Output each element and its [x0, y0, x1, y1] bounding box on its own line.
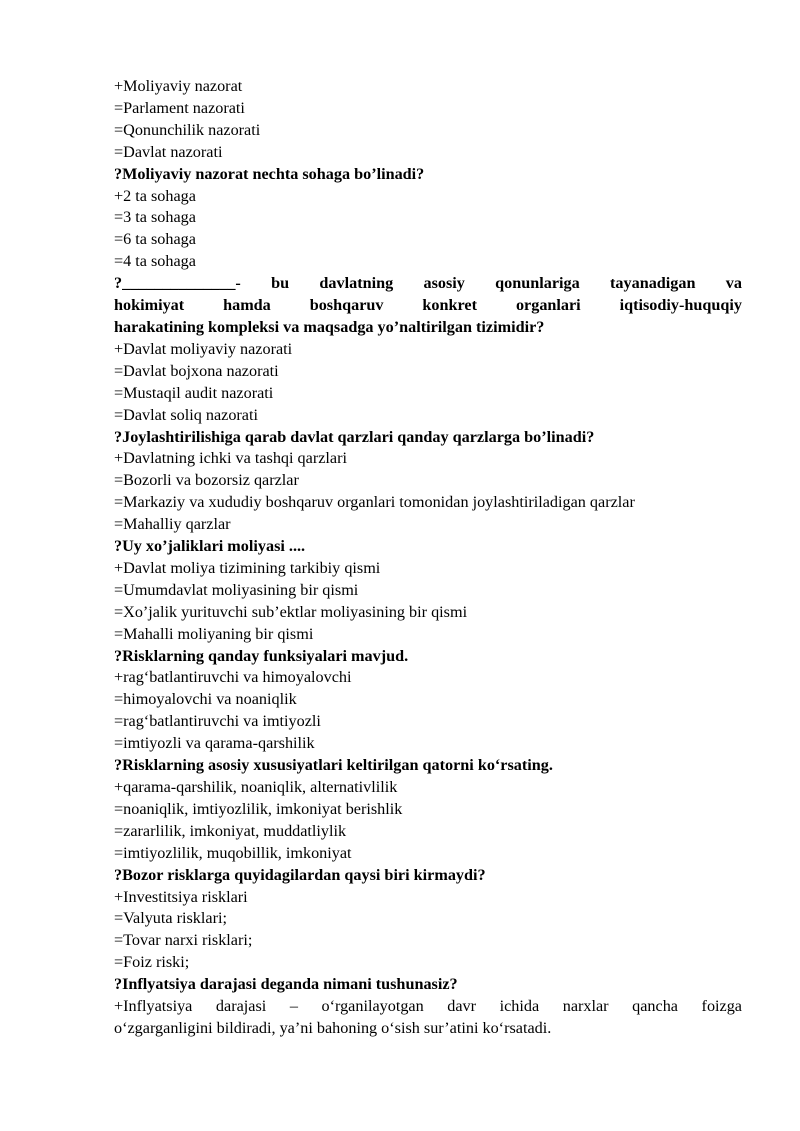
answer-correct: +rag‘batlantiruvchi va himoyalovchi — [114, 668, 352, 687]
answer-option: =Parlament nazorati — [114, 98, 245, 117]
answer-correct: +Investitsiya risklari — [114, 887, 248, 906]
answer-correct: +qarama-qarshilik, noaniqlik, alternativlilik — [114, 778, 398, 796]
question: ?Moliyaviy nazorat nechta sohaga bo’linadi? — [114, 164, 425, 183]
answer-option: =Xo’jalik yurituvchi sub’ektlar moliyasining bir qismi — [114, 602, 468, 621]
answer-correct: +Davlatning ichki va tashqi qarzlari — [114, 449, 347, 468]
answer-correct: +Inflyatsiya darajasi – o‘rganilayotgan davr ichida narxlar qancha foizga — [114, 997, 742, 1016]
answer-option: =Davlat nazorati — [114, 142, 223, 161]
test-questions-text — [114, 76, 742, 1040]
question-continued: harakatining kompleksi va maqsadga yo’naltirilgan tizimidir? — [114, 317, 545, 336]
answer-option: =Mustaqil audit nazorati — [114, 383, 274, 402]
answer-option: =Foiz riski; — [114, 953, 190, 972]
answer-option: =Qonunchilik nazorati — [114, 120, 261, 139]
answer-correct: +2 ta sohaga — [114, 186, 196, 205]
answer-option: =Davlat bojxona nazorati — [114, 361, 279, 380]
answer-option: =Valyuta risklari; — [114, 909, 227, 928]
answer-correct: +Moliyaviy nazorat — [114, 77, 243, 95]
answer-option: =4 ta sohaga — [114, 252, 196, 271]
question: ?Bozor risklarga quyidagilardan qaysi biri kirmaydi? — [114, 865, 486, 884]
answer-option: =Tovar narxi risklari; — [114, 931, 253, 950]
answer-option: =Markaziy va xududiy boshqaruv organlari tomonidan joylashtiriladigan qarzlar — [114, 493, 635, 512]
answer-option: =Umumdavlat moliyasining bir qismi — [114, 580, 359, 599]
answer-option: =himoyalovchi va noaniqlik — [114, 690, 297, 709]
answer-correct: +Davlat moliya tizimining tarkibiy qismi — [114, 558, 381, 577]
question: ?Uy xo’jaliklari moliyasi .... — [114, 537, 306, 556]
question: ?______________- bu davlatning asosiy qonunlariga tayanadigan va — [114, 274, 742, 293]
question-continued: hokimiyat hamda boshqaruv konkret organlari iqtisodiy-huquqiy — [114, 296, 742, 315]
answer-option: =imtiyozli va qarama-qarshilik — [114, 734, 315, 753]
answer-option: =Davlat soliq nazorati — [114, 405, 258, 424]
answer-option: =Bozorli va bozorsiz qarzlar — [114, 471, 299, 490]
question: ?Joylashtirilishiga qarab davlat qarzlari qanday qarzlarga bo’linadi? — [114, 427, 595, 446]
answer-option: =imtiyozlilik, muqobillik, imkoniyat — [114, 843, 352, 862]
answer-option: =rag‘batlantiruvchi va imtiyozli — [114, 712, 321, 731]
answer-option: =noaniqlik, imtiyozlilik, imkoniyat berishlik — [114, 799, 403, 818]
answer-option: =3 ta sohaga — [114, 208, 196, 227]
answer-correct: +Davlat moliyaviy nazorati — [114, 339, 293, 358]
question: ?Risklarning qanday funksiyalari mavjud. — [114, 646, 409, 665]
answer-correct-continued: o‘zgarganligini bildiradi, ya’ni bahoning o‘sish sur’atini ko‘rsatadi. — [114, 1018, 552, 1037]
question: ?Risklarning asosiy xususiyatlari keltirilgan qatorni ko‘rsating. — [114, 756, 553, 775]
answer-option: =6 ta sohaga — [114, 230, 196, 249]
answer-option: =zararlilik, imkoniyat, muddatliylik — [114, 821, 347, 840]
answer-option: =Mahalli moliyaning bir qismi — [114, 624, 314, 643]
question: ?Inflyatsiya darajasi deganda nimani tushunasiz? — [114, 975, 458, 994]
answer-option: =Mahalliy qarzlar — [114, 515, 231, 534]
